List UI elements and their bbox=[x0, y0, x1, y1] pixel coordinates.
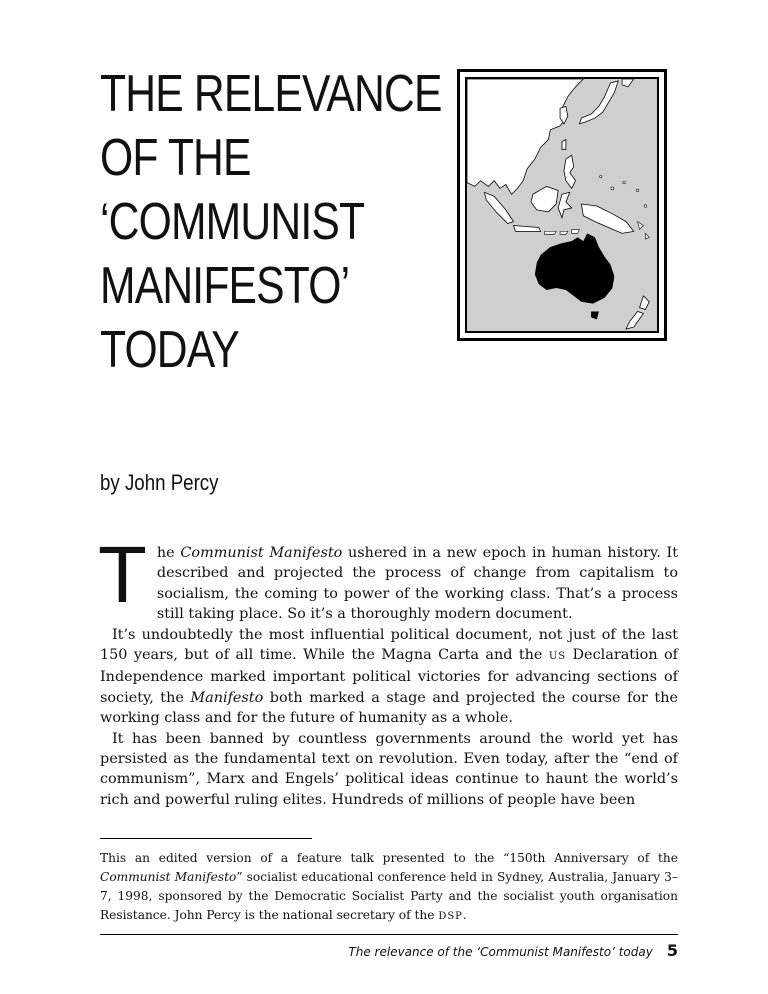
asia-pacific-map bbox=[465, 77, 659, 333]
title-line-2: OF THE bbox=[100, 129, 251, 187]
footnote bbox=[100, 849, 678, 926]
australia-shape bbox=[535, 233, 614, 303]
body-text-run: It’s undoubtedly the most influential political document, not just of the last 150 years, but of all time. While the Magna Carta and the bbox=[100, 626, 678, 664]
page-footer bbox=[348, 941, 678, 960]
tasmania-shape bbox=[591, 311, 599, 319]
footer-divider bbox=[100, 934, 678, 935]
drop-cap: T bbox=[98, 530, 147, 619]
body-text-run: he bbox=[156, 545, 181, 561]
body-text-run: both marked a stage and projected the course for the working class and for the future of humanity as a whole. bbox=[100, 689, 678, 727]
body-paragraph-3: It has been banned by countless governments around the world yet has persisted as the fundamental text on revolution. Even today, after the “end of communism”, Marx and Engels’ political ideas continue to haunt the world’s rich and powerful ruling elites. Hundreds of millions of people have been bbox=[100, 730, 678, 808]
page-number: 5 bbox=[666, 941, 678, 960]
title-line-3: ‘COMMUNIST bbox=[100, 193, 365, 251]
new-guinea-shape bbox=[581, 204, 633, 233]
title-line-1: THE RELEVANCE bbox=[100, 65, 442, 123]
new-zealand-shape bbox=[626, 296, 649, 329]
body-text-run: ushered in a new epoch in human history. It described and projected the process of change from capitalism to socialism, the coming to power of the working class. That’s a process still taking place. So it’s a thoroughly modern document. bbox=[156, 545, 678, 623]
body-text-run: Declaration of Independence marked important political victories for advancing sections of society, the bbox=[100, 647, 678, 706]
running-title: The relevance of the ‘Communist Manifesto’ today bbox=[348, 945, 653, 959]
small-caps-abbr: DSP bbox=[438, 911, 463, 922]
manifesto-title-italic: Communist Manifesto bbox=[100, 870, 237, 884]
manifesto-title-italic: Communist Manifesto bbox=[180, 545, 343, 561]
map-illustration bbox=[467, 79, 657, 331]
title-line-4: MANIFESTO’ bbox=[100, 257, 350, 315]
footnote-text-run: ” socialist educational conference held in Sydney, Australia, January 3–7, 1998, sponsored by the Democratic Socialist Party and the socialist youth organisation Resistance. John Percy is the national secretary of the bbox=[100, 870, 678, 922]
footnote-text-run: This an edited version of a feature talk presented to the “150th Anniversary of the bbox=[100, 851, 678, 865]
manifesto-title-italic: Manifesto bbox=[190, 689, 264, 706]
japan-shape bbox=[579, 81, 618, 124]
article-body bbox=[98, 530, 678, 810]
byline: by John Percy bbox=[100, 470, 219, 495]
title-line-5: TODAY bbox=[100, 321, 239, 379]
small-caps-abbr: US bbox=[548, 651, 567, 663]
body-paragraph-2 bbox=[100, 625, 678, 729]
body-paragraph-1 bbox=[98, 530, 678, 625]
map-figure bbox=[457, 69, 667, 341]
footnote-divider bbox=[100, 838, 312, 839]
article-title bbox=[100, 62, 442, 382]
footnote-text-run: . bbox=[462, 908, 467, 922]
